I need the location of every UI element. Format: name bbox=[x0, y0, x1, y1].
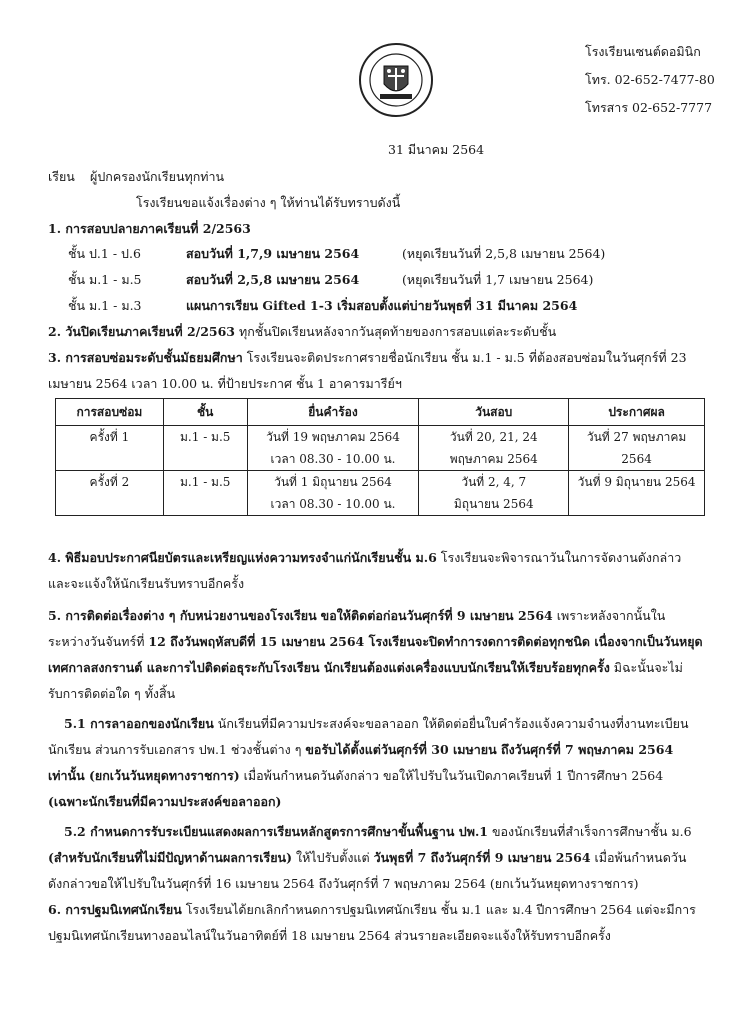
section5-title: 5. การติดต่อเรื่องต่าง ๆ กับหน่วยงานของโรงเรียน bbox=[48, 608, 317, 623]
table-cell-apply bbox=[247, 471, 419, 516]
section1-row2-note: (หยุดเรียนวันที่ 1,7 เมษายน 2564) bbox=[402, 272, 594, 287]
section4-line1 bbox=[48, 548, 681, 568]
intro-text: โรงเรียนขอแจ้งเรื่องต่าง ๆ ให้ท่านได้รับทราบดังนี้ bbox=[136, 195, 401, 210]
section5-line2-pre: ระหว่างวันจันทร์ที่ bbox=[48, 634, 145, 649]
section51-line2-bold: ขอรับได้ตั้งแต่วันศุกร์ที่ 30 เมษายน ถึงวันศุกร์ที่ 7 พฤษภาคม 2564 bbox=[305, 742, 674, 757]
section52-text1: ของนักเรียนที่สำเร็จการศึกษาชั้น ม.6 bbox=[491, 824, 692, 839]
table-cell-level: ม.1 - ม.5 bbox=[163, 426, 247, 471]
school-phone: โทร. 02-652-7477-80 bbox=[585, 72, 715, 87]
letter-date: 31 มีนาคม 2564 bbox=[388, 142, 485, 157]
salutation-to: ผู้ปกครองนักเรียนทุกท่าน bbox=[90, 169, 225, 184]
makeup-exam-table bbox=[55, 398, 705, 516]
section1-row3-level: ชั้น ม.1 - ม.3 bbox=[68, 298, 142, 313]
result-date: วันที่ 27 พฤษภาคม bbox=[586, 430, 687, 444]
table-row bbox=[56, 426, 705, 471]
section52-line3: ดังกล่าวขอให้ไปรับในวันศุกร์ที่ 16 เมษายน 2564 ถึงวันศุกร์ที่ 7 พฤษภาคม 2564 (ยกเว้นวันหยุดทางราชการ) bbox=[48, 876, 639, 891]
section51-line1 bbox=[64, 714, 689, 734]
section2 bbox=[48, 322, 556, 342]
section2-text: ทุกชั้นปิดเรียนหลังจากวันสุดท้ายของการสอบแต่ละระดับชั้น bbox=[238, 324, 557, 339]
apply-date: วันที่ 1 มิถุนายน 2564 bbox=[274, 475, 392, 489]
table-header: ชั้น bbox=[163, 399, 247, 426]
section52-line2-post: เมื่อพ้นกำหนดวัน bbox=[594, 850, 687, 865]
section5-line4: รับการติดต่อใด ๆ ทั้งสิ้น bbox=[48, 686, 176, 701]
section2-title: 2. วันปิดเรียนภาคเรียนที่ 2/2563 bbox=[48, 324, 235, 339]
table-header: ยื่นคำร้อง bbox=[247, 399, 419, 426]
exam-dates: วันที่ 20, 21, 24 bbox=[449, 430, 538, 444]
section4-text1: โรงเรียนจะพิจารณาวันในการจัดงานดังกล่าว bbox=[440, 550, 682, 565]
section51-line3-post: เมื่อพ้นกำหนดวันดังกล่าว ขอให้ไปรับในวันเปิดภาคเรียนที่ 1 ปีการศึกษา 2564 bbox=[243, 768, 664, 783]
table-header: วันสอบ bbox=[419, 399, 569, 426]
section1-row1-exam: สอบวันที่ 1,7,9 เมษายน 2564 bbox=[186, 246, 360, 261]
section3-title: 3. การสอบซ่อมระดับชั้นมัธยมศึกษา bbox=[48, 350, 243, 365]
section51-title: 5.1 การลาออกของนักเรียน bbox=[64, 716, 214, 731]
table-header-row bbox=[56, 399, 705, 426]
exam-month: พฤษภาคม 2564 bbox=[449, 452, 538, 466]
section1-row2-level: ชั้น ม.1 - ม.5 bbox=[68, 272, 142, 287]
table-cell-result bbox=[569, 426, 705, 471]
section51-text1: นักเรียนที่มีความประสงค์จะขอลาออก ให้ติดต่อยื่นใบคำร้องแจ้งความจำนงที่งานทะเบียน bbox=[217, 716, 689, 731]
section51-line2-pre: นักเรียน ส่วนการรับเอกสาร ปพ.1 ช่วงชั้นต่าง ๆ bbox=[48, 742, 302, 757]
section52-line2 bbox=[48, 848, 686, 868]
result-date: วันที่ 9 มิถุนายน 2564 bbox=[577, 475, 696, 489]
section5-line2 bbox=[48, 632, 703, 652]
section3-line1 bbox=[48, 348, 687, 368]
section5-text1: เพราะหลังจากนั้นใน bbox=[556, 608, 666, 623]
salutation-label: เรียน bbox=[48, 169, 75, 184]
section52-line1 bbox=[64, 822, 692, 842]
section5-line1 bbox=[48, 606, 665, 626]
section6-line1 bbox=[48, 900, 696, 920]
section5-line3-post: มิฉะนั้นจะไม่ bbox=[613, 660, 683, 675]
exam-dates: วันที่ 2, 4, 7 bbox=[461, 475, 527, 489]
section1-title: 1. การสอบปลายภาคเรียนที่ 2/2563 bbox=[48, 221, 251, 236]
section1-row2-exam: สอบวันที่ 2,5,8 เมษายน 2564 bbox=[186, 272, 360, 287]
section51-line2 bbox=[48, 740, 673, 760]
section1-row1-note: (หยุดเรียนวันที่ 2,5,8 เมษายน 2564) bbox=[402, 246, 606, 261]
section6-text1: โรงเรียนได้ยกเลิกกำหนดการปฐมนิเทศนักเรียน ชั้น ม.1 และ ม.4 ปีการศึกษา 2564 แต่จะมีการ bbox=[185, 902, 696, 917]
section4-text2: และจะแจ้งให้นักเรียนรับทราบอีกครั้ง bbox=[48, 576, 245, 591]
section1-row3-exam: แผนการเรียน Gifted 1-3 เริ่มสอบตั้งแต่บ่ายวันพุธที่ 31 มีนาคม 2564 bbox=[186, 298, 578, 313]
section52-line2-mid: ให้ไปรับตั้งแต่ bbox=[296, 850, 370, 865]
exam-month: มิถุนายน 2564 bbox=[453, 497, 534, 511]
section51-line4: (เฉพาะนักเรียนที่มีความประสงค์ขอลาออก) bbox=[48, 794, 282, 809]
table-cell-exam bbox=[419, 471, 569, 516]
section3-text2: เมษายน 2564 เวลา 10.00 น. ที่ป้ายประกาศ ชั้น 1 อาคารมารีย์ฯ bbox=[48, 376, 402, 391]
section6-text2: ปฐมนิเทศนักเรียนทางออนไลน์ในวันอาทิตย์ที่ 18 เมษายน 2564 ส่วนรายละเอียดจะแจ้งให้รับทราบอีกครั้ง bbox=[48, 928, 611, 943]
result-year: 2564 bbox=[621, 452, 652, 466]
section52-line2-bold2: วันพุธที่ 7 ถึงวันศุกร์ที่ 9 เมษายน 2564 bbox=[373, 850, 591, 865]
table-cell-apply bbox=[247, 426, 419, 471]
section52-title: 5.2 กำหนดการรับระเบียนแสดงผลการเรียนหลักสูตรการศึกษาขั้นพื้นฐาน ปพ.1 bbox=[64, 824, 488, 839]
school-logo bbox=[358, 42, 434, 118]
table-cell-exam bbox=[419, 426, 569, 471]
table-cell-round: ครั้งที่ 2 bbox=[56, 471, 164, 516]
school-fax: โทรสาร 02-652-7777 bbox=[585, 100, 713, 115]
section52-line2-bold1: (สำหรับนักเรียนที่ไม่มีปัญหาด้านผลการเรียน) bbox=[48, 850, 293, 865]
section51-line3 bbox=[48, 766, 663, 786]
apply-time: เวลา 08.30 - 10.00 น. bbox=[270, 452, 396, 466]
table-cell-level: ม.1 - ม.5 bbox=[163, 471, 247, 516]
table-cell-round: ครั้งที่ 1 bbox=[56, 426, 164, 471]
table-header: ประกาศผล bbox=[569, 399, 705, 426]
section5-bold1: ขอให้ติดต่อก่อนวันศุกร์ที่ 9 เมษายน 2564 bbox=[320, 608, 553, 623]
table-header: การสอบซ่อม bbox=[56, 399, 164, 426]
section4-title: 4. พิธีมอบประกาศนียบัตรและเหรียญแห่งความทรงจำแก่นักเรียนชั้น ม.6 bbox=[48, 550, 437, 565]
section5-line3 bbox=[48, 658, 683, 678]
section5-line2-bold: 12 ถึงวันพฤหัสบดีที่ 15 เมษายน 2564 โรงเรียนจะปิดทำการงดการติดต่อทุกชนิด เนื่องจากเป็นวันหยุด bbox=[148, 634, 703, 649]
apply-time: เวลา 08.30 - 10.00 น. bbox=[270, 497, 396, 511]
section51-line3-bold: เท่านั้น (ยกเว้นวันหยุดทางราชการ) bbox=[48, 768, 240, 783]
table-row bbox=[56, 471, 705, 516]
apply-date: วันที่ 19 พฤษภาคม 2564 bbox=[266, 430, 400, 444]
table-cell-result bbox=[569, 471, 705, 516]
school-name: โรงเรียนเซนต์ดอมินิก bbox=[585, 44, 701, 59]
section1-row1-level: ชั้น ป.1 - ป.6 bbox=[68, 246, 141, 261]
section6-title: 6. การปฐมนิเทศนักเรียน bbox=[48, 902, 182, 917]
section5-line3-bold: เทศกาลสงกรานต์ และการไปติดต่อธุระกับโรงเรียน นักเรียนต้องแต่งเครื่องแบบนักเรียนให้เรียบร้อยทุกครั้ง bbox=[48, 660, 610, 675]
section3-text1: โรงเรียนจะติดประกาศรายชื่อนักเรียน ชั้น ม.1 - ม.5 ที่ต้องสอบซ่อมในวันศุกร์ที่ 23 bbox=[246, 350, 687, 365]
